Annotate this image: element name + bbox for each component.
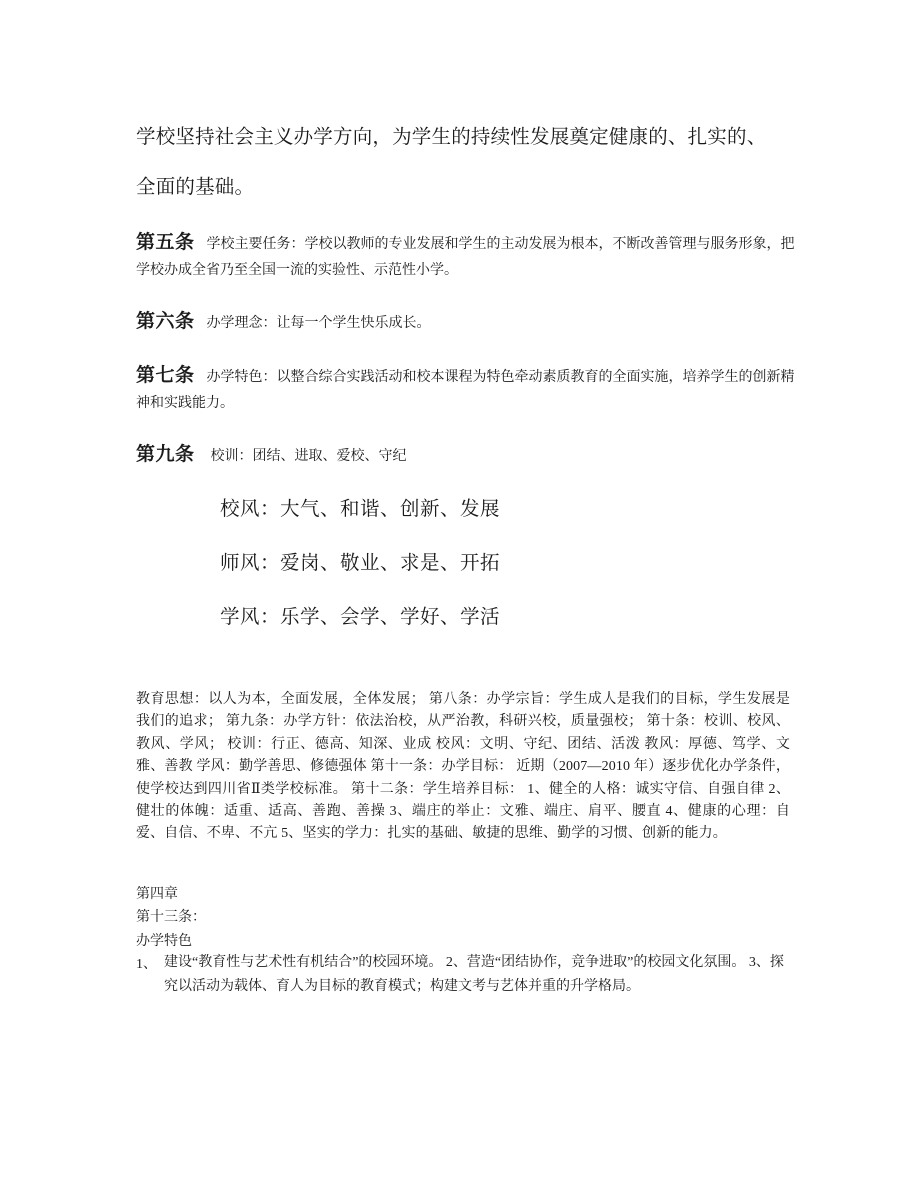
list-item-number: 1、 — [136, 957, 157, 972]
article-text: 学校主要任务：学校以教师的专业发展和学生的主动发展为根本，不断改善管理与服务形象，把学校办成全省乃至全国一流的实验性、示范性小学。 — [136, 237, 795, 278]
article-text: 办学理念：让每一个学生快乐成长。 — [206, 316, 431, 331]
intro-line-1: 学校坚持社会主义办学方向，为学生的持续性发展奠定健康的、扎实的、 — [136, 125, 767, 148]
article-13-heading: 第十三条： — [136, 910, 206, 925]
article-heading: 第六条 — [136, 310, 195, 332]
motto-study-style: 学风：乐学、会学、学好、学活 — [220, 605, 501, 628]
article-heading: 第七条 — [136, 364, 195, 386]
article-6 — [136, 308, 796, 337]
feature-title: 办学特色 — [136, 934, 192, 949]
article-7 — [136, 362, 796, 417]
body-paragraph: 教育思想：以人为本，全面发展，全体发展； 第八条：办学宗旨：学生成人是我们的目标，学生发展是我们的追求； 第九条：办学方针：依法治校，从严治教，科研兴校，质量强校； 第十条：校训、校风、教风、学风； 校训：行正、德高、知深、业成 校风：文明、守纪、团结、活泼 教风：厚德、笃学、文雅、善教 学风：勤学善思、修德强体 第十一条：办学目标： 近期（2007—2010 年）逐步优化办学条件，使学校达到四川省Ⅱ类学校标准。 第十二条：学生培养目标： 1、健全的人格：诚实守信、自强自律 2、健壮的体魄：适重、适高、善跑、善操 3、端庄的举止：文雅、端庄、肩平、腰直 4、健康的心理：自爱、自信、不卑、不亢 5、坚实的学力：扎实的基础、敏捷的思维、勤学的习惯、创新的能力。 — [136, 692, 790, 842]
article-heading: 第九条 — [136, 443, 195, 465]
chapter-heading: 第四章 — [136, 887, 178, 902]
article-5 — [136, 229, 796, 284]
article-text: 办学特色：以整合综合实践活动和校本课程为特色牵动素质教育的全面实施，培养学生的创新精神和实践能力。 — [136, 370, 795, 411]
intro-line-2: 全面的基础。 — [136, 175, 255, 198]
list-item-text: 建设“教育性与艺术性有机结合”的校园环境。 2、营造“团结协作，竞争进取”的校园文化氛围。 3、探究以活动为载体、育人为目标的教育模式；构建文考与艺体并重的升学格局。 — [164, 955, 784, 994]
article-9 — [136, 441, 796, 470]
article-heading: 第五条 — [136, 231, 195, 253]
article-text: 校训：团结、进取、爱校、守纪 — [210, 449, 407, 464]
motto-teacher-style: 师风：爱岗、敬业、求是、开拓 — [220, 551, 501, 574]
motto-school-style: 校风：大气、和谐、创新、发展 — [220, 497, 501, 520]
